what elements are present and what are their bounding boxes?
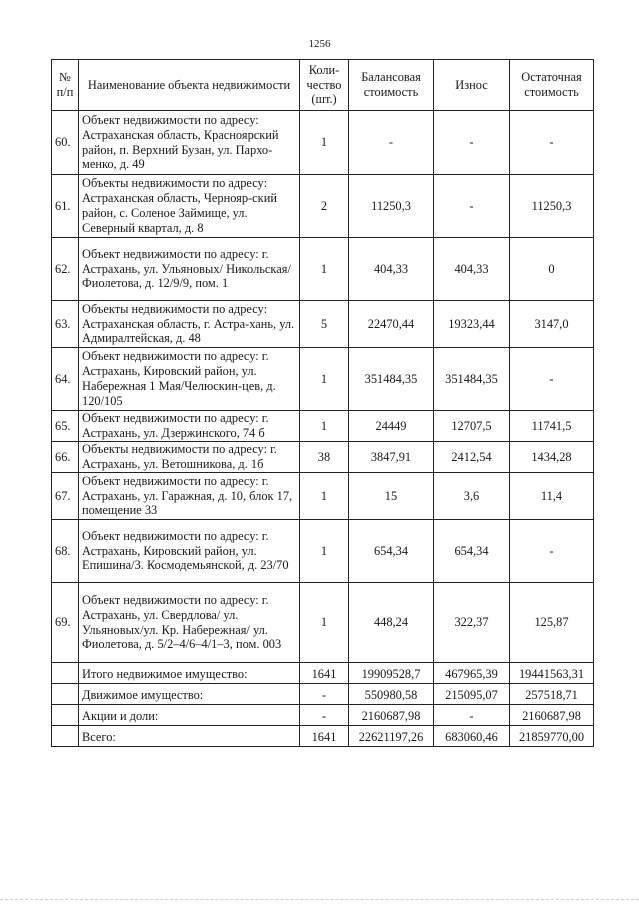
row-qty: 1: [300, 520, 349, 583]
table-row: [52, 442, 594, 473]
row-depreciation: 2412,54: [434, 442, 510, 473]
row-depreciation: 654,34: [434, 520, 510, 583]
row-depreciation: 322,37: [434, 583, 510, 663]
row-balance: 11250,3: [349, 175, 434, 238]
row-num: 66.: [52, 442, 79, 473]
summary-depreciation: 683060,46: [434, 726, 510, 747]
summary-depreciation: -: [434, 705, 510, 726]
row-qty: 1: [300, 111, 349, 175]
row-balance: 15: [349, 473, 434, 520]
page-number: 1256: [308, 38, 331, 50]
header-qty: Коли-чество (шт.): [300, 60, 349, 111]
header-residual: Остаточная стоимость: [510, 60, 594, 111]
table-row: [52, 348, 594, 411]
row-balance: 404,33: [349, 238, 434, 301]
row-name: Объекты недвижимости по адресу: Астраханская область, г. Астра-хань, ул. Адмиралтейская, д. 48: [79, 301, 300, 348]
row-num: [52, 663, 79, 684]
row-balance: 22470,44: [349, 301, 434, 348]
row-balance: 351484,35: [349, 348, 434, 411]
page-bottom-rule: [0, 899, 639, 901]
row-name: Объекты недвижимости по адресу: г. Астрахань, ул. Ветошникова, д. 1б: [79, 442, 300, 473]
row-num: 65.: [52, 411, 79, 442]
row-residual: -: [510, 348, 594, 411]
table-row: [52, 111, 594, 175]
row-name: Объект недвижимости по адресу: г. Астрахань, ул. Свердлова/ ул. Ульяновых/ул. Кр. Набережная/ ул. Фиолетова, д. 5/2–4/6–4/1–3, пом. 003: [79, 583, 300, 663]
summary-row-grand-total: [52, 726, 594, 747]
summary-balance: 19909528,7: [349, 663, 434, 684]
row-num: 61.: [52, 175, 79, 238]
summary-row-movable-property: [52, 684, 594, 705]
row-num: [52, 684, 79, 705]
row-balance: -: [349, 111, 434, 175]
row-residual: 0: [510, 238, 594, 301]
row-residual: 125,87: [510, 583, 594, 663]
row-name: Объект недвижимости по адресу: г. Астрахань, ул. Ульяновых/ Никольская/Фиолетова, д. 12/9/9, пом. 1: [79, 238, 300, 301]
row-balance: 448,24: [349, 583, 434, 663]
row-name: Объект недвижимости по адресу: г. Астрахань, ул. Гаражная, д. 10, блок 17, помещение 33: [79, 473, 300, 520]
row-num: 60.: [52, 111, 79, 175]
row-num: 62.: [52, 238, 79, 301]
row-residual: -: [510, 520, 594, 583]
row-balance: 3847,91: [349, 442, 434, 473]
row-depreciation: 404,33: [434, 238, 510, 301]
row-name: Объект недвижимости по адресу: г. Астрахань, ул. Дзержинского, 74 б: [79, 411, 300, 442]
summary-balance: 550980,58: [349, 684, 434, 705]
summary-label: Итого недвижимое имущество:: [79, 663, 300, 684]
row-qty: 2: [300, 175, 349, 238]
table-row: [52, 473, 594, 520]
row-qty: 1: [300, 238, 349, 301]
row-depreciation: 351484,35: [434, 348, 510, 411]
row-num: [52, 726, 79, 747]
summary-residual: 19441563,31: [510, 663, 594, 684]
row-qty: 1: [300, 348, 349, 411]
row-num: 67.: [52, 473, 79, 520]
row-name: Объект недвижимости по адресу: г. Астрахань, Кировский район, ул. Набережная 1 Мая/Челюскин-цев, д. 120/105: [79, 348, 300, 411]
row-num: 69.: [52, 583, 79, 663]
summary-qty: -: [300, 684, 349, 705]
row-residual: -: [510, 111, 594, 175]
summary-row-real-estate-total: [52, 663, 594, 684]
summary-qty: -: [300, 705, 349, 726]
row-depreciation: -: [434, 111, 510, 175]
property-registry-table: [51, 59, 594, 747]
table-header-row: [52, 60, 594, 111]
summary-depreciation: 215095,07: [434, 684, 510, 705]
table-row: [52, 411, 594, 442]
header-balance: Балансовая стоимость: [349, 60, 434, 111]
table-row: [52, 583, 594, 663]
summary-balance: 22621197,26: [349, 726, 434, 747]
row-depreciation: 3,6: [434, 473, 510, 520]
row-depreciation: 12707,5: [434, 411, 510, 442]
row-depreciation: 19323,44: [434, 301, 510, 348]
row-name: Объекты недвижимости по адресу: Астраханская область, Чернояр-ский район, с. Соленое Займище, ул. Северный квартал, д. 8: [79, 175, 300, 238]
row-residual: 11,4: [510, 473, 594, 520]
summary-qty: 1641: [300, 726, 349, 747]
summary-label: Всего:: [79, 726, 300, 747]
row-residual: 3147,0: [510, 301, 594, 348]
header-depreciation: Износ: [434, 60, 510, 111]
header-name: Наименование объекта недвижимости: [79, 60, 300, 111]
table-row: [52, 175, 594, 238]
row-balance: 24449: [349, 411, 434, 442]
row-name: Объект недвижимости по адресу: г. Астрахань, Кировский район, ул. Епишина/З. Космодемьянской, д. 23/70: [79, 520, 300, 583]
summary-balance: 2160687,98: [349, 705, 434, 726]
row-num: 63.: [52, 301, 79, 348]
table-row: [52, 238, 594, 301]
row-residual: 11250,3: [510, 175, 594, 238]
summary-qty: 1641: [300, 663, 349, 684]
row-residual: 11741,5: [510, 411, 594, 442]
summary-label: Акции и доли:: [79, 705, 300, 726]
summary-depreciation: 467965,39: [434, 663, 510, 684]
row-depreciation: -: [434, 175, 510, 238]
row-balance: 654,34: [349, 520, 434, 583]
row-num: 64.: [52, 348, 79, 411]
row-residual: 1434,28: [510, 442, 594, 473]
summary-label: Движимое имущество:: [79, 684, 300, 705]
table-row: [52, 520, 594, 583]
row-qty: 1: [300, 473, 349, 520]
table-row: [52, 301, 594, 348]
row-qty: 38: [300, 442, 349, 473]
row-qty: 5: [300, 301, 349, 348]
summary-row-shares: [52, 705, 594, 726]
summary-residual: 257518,71: [510, 684, 594, 705]
summary-residual: 21859770,00: [510, 726, 594, 747]
row-num: [52, 705, 79, 726]
summary-residual: 2160687,98: [510, 705, 594, 726]
row-num: 68.: [52, 520, 79, 583]
row-name: Объект недвижимости по адресу: Астраханская область, Красноярский район, п. Верхний Бузан, ул. Пархо-менко, д. 49: [79, 111, 300, 175]
header-num: № п/п: [52, 60, 79, 111]
row-qty: 1: [300, 583, 349, 663]
row-qty: 1: [300, 411, 349, 442]
